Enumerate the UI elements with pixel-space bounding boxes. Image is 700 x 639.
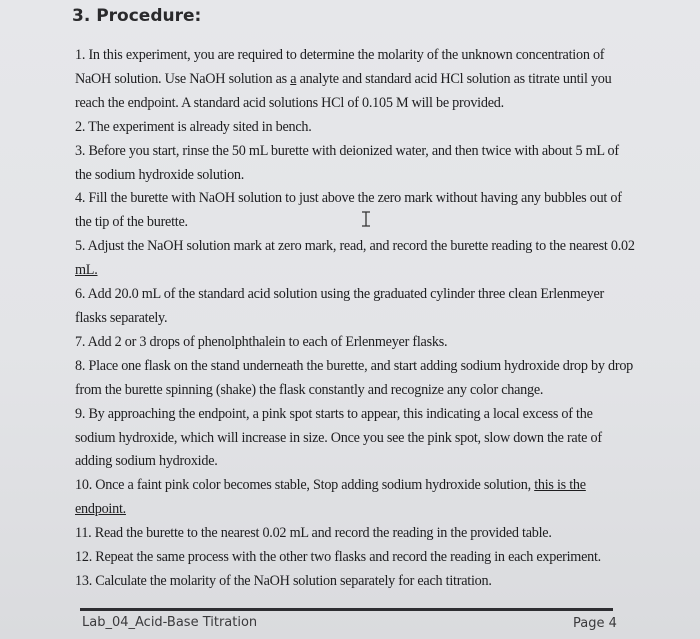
procedure-step: 7. Add 2 or 3 drops of phenolphthalein to each of Erlenmeyer flasks. [75,333,448,350]
procedure-step: 9. By approaching the endpoint, a pink spot starts to appear, this indicating a local excess of the sodium hydroxide, which will increase in size. Once you see the pink spot, slow down the rate of adding sodium hydroxide. [75,405,602,470]
procedure-step: 6. Add 20.0 mL of the standard acid solution using the graduated cylinder three clean Erlenmeyer flasks separately. [75,286,605,326]
footer-divider [80,608,613,611]
procedure-step: 13. Calculate the molarity of the NaOH solution separately for each titration. [75,572,492,589]
footer-title: Lab_04_Acid-Base Titration [82,615,258,630]
procedure-step: 5. Adjust the NaOH solution mark at zero mark, read, and record the burette reading to the nearest 0.02 mL. [75,238,635,279]
procedure-step: 12. Repeat the same process with the other two flasks and record the reading in each experiment. [75,549,601,566]
procedure-step: 8. Place one flask on the stand underneath the burette, and start adding sodium hydroxide drop by drop from the burette spinning (shake) the flask constantly and recognize any color change. [75,357,634,398]
procedure-step: 2. The experiment is already sited in bench. [75,118,312,135]
procedure-step: 1. In this experiment, you are required to determine the molarity of the unknown concentration of NaOH solution. Use NaOH solution as a analyte and standard acid HCl solution as titrate until you reach the endpoint. A standard acid solutions HCl of 0.105 M will be provided. [75,47,612,111]
procedure-step: 3. Before you start, rinse the 50 mL burette with deionized water, and then twice with about 5 mL of the sodium hydroxide solution. [75,142,619,183]
section-heading: 3. Procedure: [72,6,202,26]
procedure-steps [75,44,635,594]
text-cursor-icon [361,211,371,227]
procedure-step: 10. Once a faint pink color becomes stable, Stop adding sodium hydroxide solution, this is the endpoint. [75,477,586,518]
procedure-step: 11. Read the burette to the nearest 0.02 mL and record the reading in the provided table. [75,525,552,542]
procedure-step: 4. Fill the burette with NaOH solution to just above the zero mark without having any bubbles out of the tip of the burette. [75,190,622,231]
page-number: Page 4 [573,616,617,631]
